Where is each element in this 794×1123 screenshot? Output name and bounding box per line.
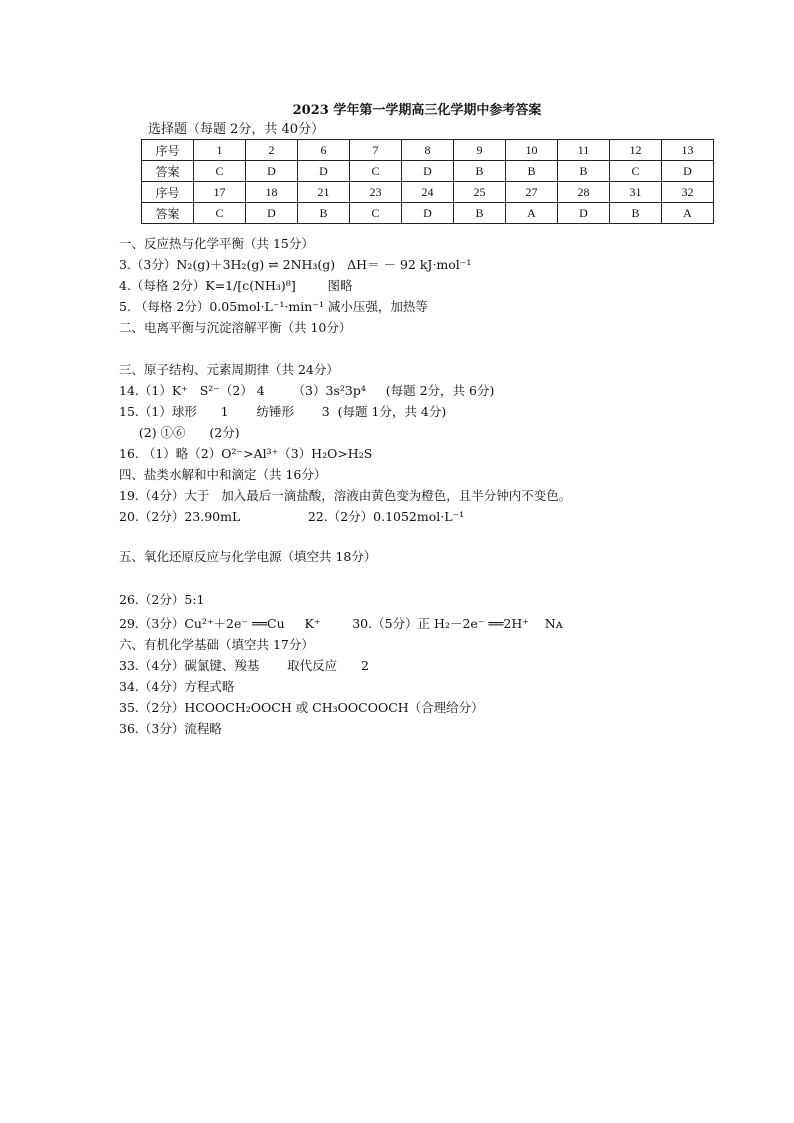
- cell: D: [246, 203, 298, 224]
- cell: 24: [402, 182, 454, 203]
- cell: B: [454, 203, 506, 224]
- cell: B: [298, 203, 350, 224]
- cell: C: [194, 203, 246, 224]
- cell: 8: [402, 140, 454, 161]
- cell: D: [558, 203, 610, 224]
- section-heading: 六、有机化学基础（填空共 17分）: [119, 637, 314, 652]
- cell: 31: [610, 182, 662, 203]
- cell: C: [194, 161, 246, 182]
- section-heading: 四、盐类水解和中和滴定（共 16分）: [119, 467, 327, 482]
- document-title: 2023 学年第一学期高三化学期中参考答案: [292, 103, 542, 118]
- cell: 21: [298, 182, 350, 203]
- section-heading: 一、反应热与化学平衡（共 15分）: [119, 236, 314, 251]
- answer-line: 4.（每格 2分）K=1/[c(NH₃)⁸] 图略: [119, 278, 353, 293]
- answer-line: 14.（1）K⁺ S²⁻（2） 4 （3）3s²3p⁴ (每题 2分，共 6分): [119, 383, 495, 398]
- cell: A: [662, 203, 714, 224]
- answer-line: 35.（2分）HCOOCH₂OOCH 或 CH₃OOCOOCH（合理给分）: [119, 700, 484, 715]
- cell: B: [558, 161, 610, 182]
- answer-line: 5. （每格 2分）0.05mol·L⁻¹·min⁻¹ 减小压强，加热等: [119, 299, 428, 314]
- cell: 23: [350, 182, 402, 203]
- section-heading: 五、氧化还原反应与化学电源（填空共 18分）: [119, 549, 377, 564]
- cell: B: [610, 203, 662, 224]
- answer-line: 33.（4分）碳氯键、羧基 取代反应 2: [119, 658, 369, 673]
- cell: B: [506, 161, 558, 182]
- cell: 2: [246, 140, 298, 161]
- cell: 6: [298, 140, 350, 161]
- answer-line: 15.（1）球形 1 纺锤形 3 (每题 1分，共 4分): [119, 404, 447, 419]
- cell: 18: [246, 182, 298, 203]
- cell: B: [454, 161, 506, 182]
- answer-line: 3.（3分）N₂(g)＋3H₂(g) ⇌ 2NH₃(g) ΔH＝ － 92 kJ·mol⁻¹: [119, 257, 472, 272]
- table-row: [142, 182, 714, 203]
- cell: C: [350, 203, 402, 224]
- choice-heading: 选择题（每题 2分，共 40分）: [148, 122, 325, 137]
- cell: 10: [506, 140, 558, 161]
- row-label: 序号: [142, 182, 194, 203]
- table-row: [142, 161, 714, 182]
- section-heading: 二、电离平衡与沉淀溶解平衡（共 10分）: [119, 320, 352, 335]
- cell: 27: [506, 182, 558, 203]
- cell: A: [506, 203, 558, 224]
- answer-line: 29.（3分）Cu²⁺＋2e⁻ ══Cu K⁺ 30.（5分）正 H₂－2e⁻ ══2H⁺ Nᴀ: [119, 616, 563, 631]
- row-label: 序号: [142, 140, 194, 161]
- section-heading: 三、原子结构、元素周期律（共 24分）: [119, 362, 339, 377]
- cell: 7: [350, 140, 402, 161]
- cell: 1: [194, 140, 246, 161]
- cell: 9: [454, 140, 506, 161]
- answer-line: 36.（3分）流程略: [119, 721, 222, 736]
- cell: C: [350, 161, 402, 182]
- cell: 32: [662, 182, 714, 203]
- cell: C: [610, 161, 662, 182]
- cell: 12: [610, 140, 662, 161]
- answer-line: 34.（4分）方程式略: [119, 679, 235, 694]
- cell: D: [402, 161, 454, 182]
- cell: 28: [558, 182, 610, 203]
- cell: D: [402, 203, 454, 224]
- answer-line: (2) ①⑥ (2分): [119, 425, 240, 440]
- cell: 13: [662, 140, 714, 161]
- cell: D: [662, 161, 714, 182]
- answer-line: 19.（4分）大于 加入最后一滴盐酸，溶液由黄色变为橙色，且半分钟内不变色。: [119, 488, 572, 503]
- cell: 11: [558, 140, 610, 161]
- cell: D: [298, 161, 350, 182]
- answer-line: 16. （1）略（2）O²⁻>Al³⁺（3）H₂O>H₂S: [119, 446, 373, 461]
- row-label: 答案: [142, 161, 194, 182]
- table-row: [142, 203, 714, 224]
- answer-line: 26.（2分）5:1: [119, 592, 205, 607]
- cell: 17: [194, 182, 246, 203]
- cell: 25: [454, 182, 506, 203]
- row-label: 答案: [142, 203, 194, 224]
- cell: D: [246, 161, 298, 182]
- answer-table: [141, 139, 714, 224]
- answer-line: 20.（2分）23.90mL 22.（2分）0.1052mol·L⁻¹: [119, 509, 465, 524]
- table-row: [142, 140, 714, 161]
